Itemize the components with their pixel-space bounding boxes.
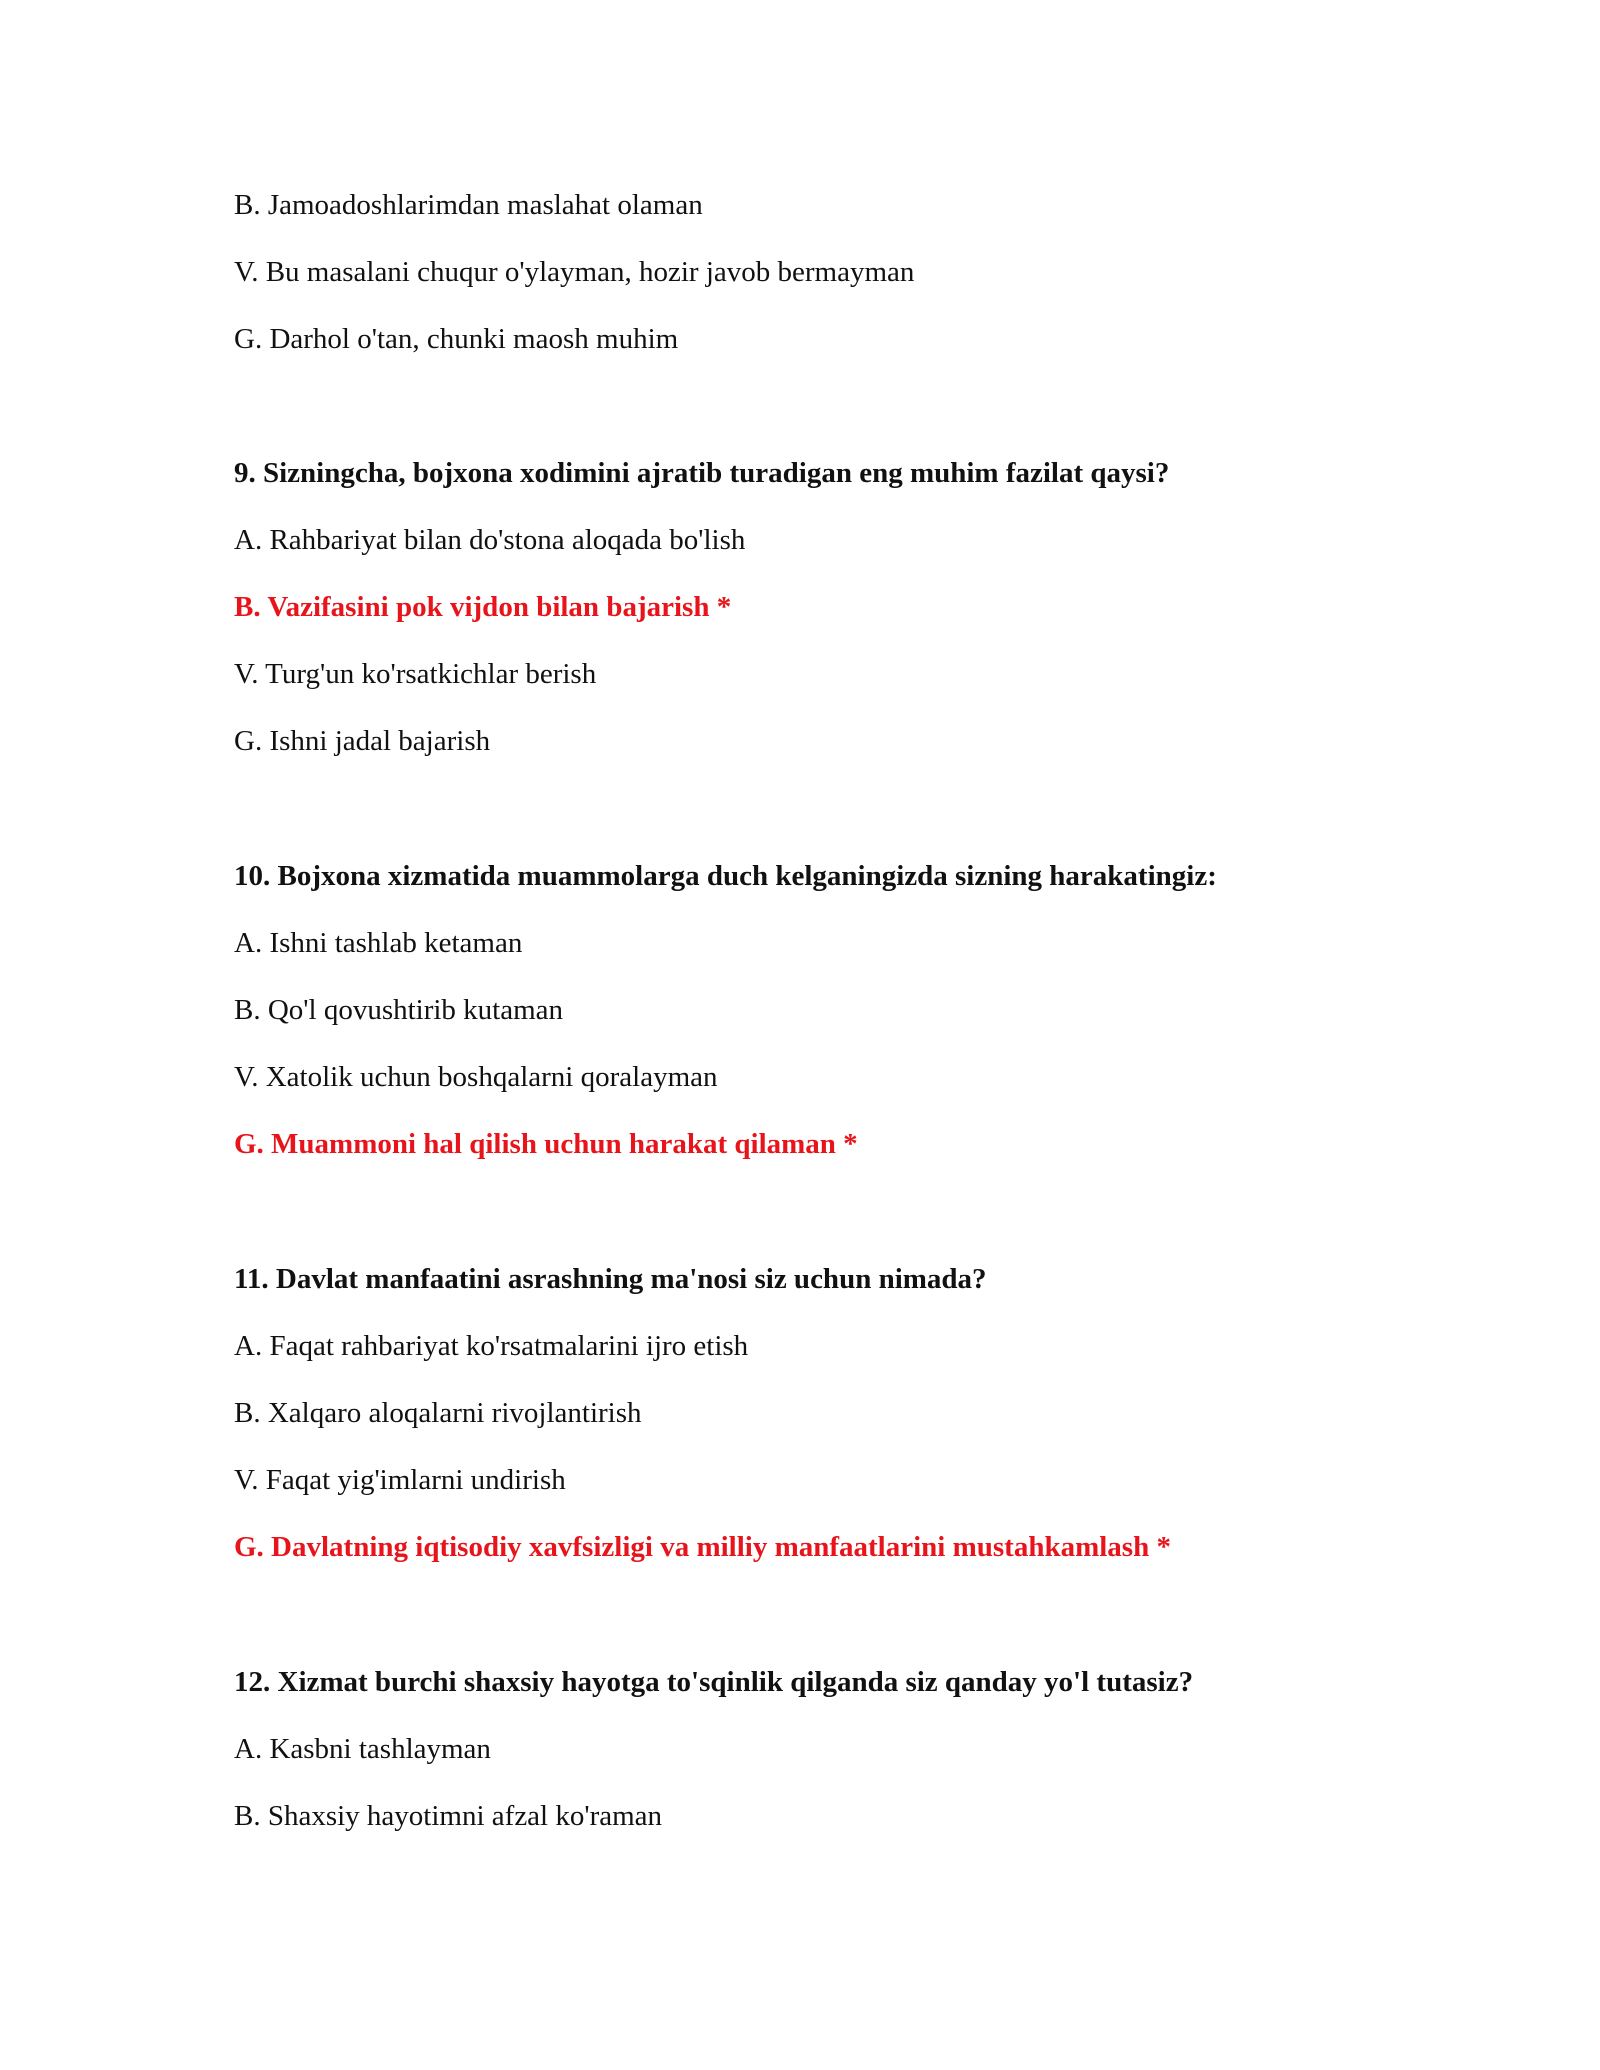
correct-answer-option: G. Muammoni hal qilish uchun harakat qilaman *: [234, 1128, 858, 1160]
question-11: [234, 1261, 1434, 1565]
correct-answer-option: B. Vazifasini pok vijdon bilan bajarish *: [234, 591, 732, 623]
answer-option: A. Kasbni tashlayman: [234, 1733, 491, 1765]
answer-option: A. Ishni tashlab ketaman: [234, 927, 523, 959]
question-text: 12. Xizmat burchi shaxsiy hayotga to'sqinlik qilganda siz qanday yo'l tutasiz?: [234, 1666, 1194, 1698]
answer-option: V. Bu masalani chuqur o'ylayman, hozir javob bermayman: [234, 256, 915, 288]
answer-option: A. Faqat rahbariyat ko'rsatmalarini ijro etish: [234, 1330, 749, 1362]
question-text: 10. Bojxona xizmatida muammolarga duch kelganingizda sizning harakatingiz:: [234, 860, 1217, 892]
question-8-tail: [234, 187, 1434, 357]
answer-option: V. Faqat yig'imlarni undirish: [234, 1464, 566, 1496]
answer-option: V. Xatolik uchun boshqalarni qoralayman: [234, 1061, 718, 1093]
question-9: [234, 455, 1434, 759]
question-text: 11. Davlat manfaatini asrashning ma'nosi siz uchun nimada?: [234, 1263, 987, 1295]
correct-answer-option: G. Davlatning iqtisodiy xavfsizligi va milliy manfaatlarini mustahkamlash *: [234, 1531, 1171, 1563]
answer-option: A. Rahbariyat bilan do'stona aloqada bo'lish: [234, 524, 746, 556]
answer-option: B. Xalqaro aloqalarni rivojlantirish: [234, 1397, 642, 1429]
question-text: 9. Sizningcha, bojxona xodimini ajratib turadigan eng muhim fazilat qaysi?: [234, 457, 1170, 489]
answer-option: G. Ishni jadal bajarish: [234, 725, 491, 757]
question-10: [234, 858, 1434, 1162]
answer-option: B. Jamoadoshlarimdan maslahat olaman: [234, 189, 703, 221]
answer-option: B. Qo'l qovushtirib kutaman: [234, 994, 564, 1026]
answer-option: V. Turg'un ko'rsatkichlar berish: [234, 658, 597, 690]
answer-option: B. Shaxsiy hayotimni afzal ko'raman: [234, 1800, 663, 1832]
answer-option: G. Darhol o'tan, chunki maosh muhim: [234, 323, 679, 355]
question-12: [234, 1664, 1434, 1834]
